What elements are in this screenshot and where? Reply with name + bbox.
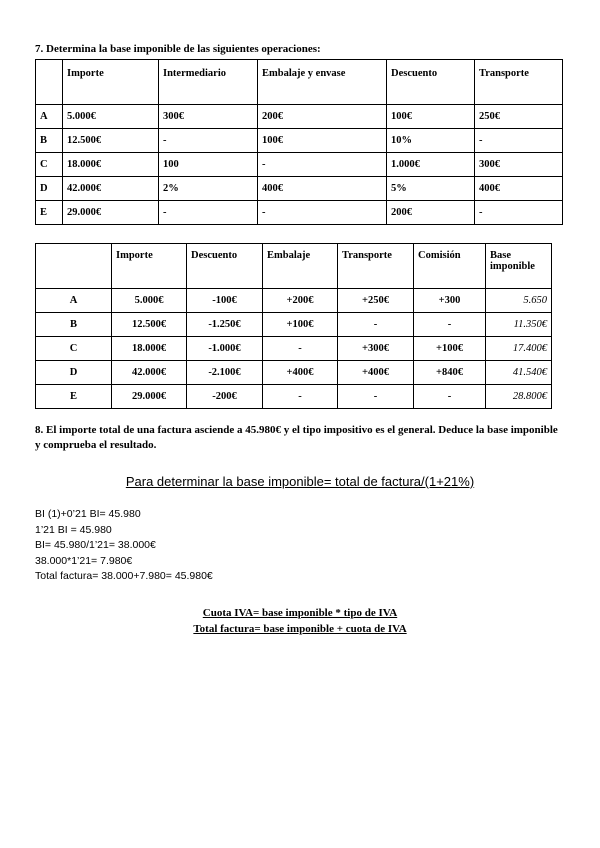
table-cell: - — [414, 313, 486, 337]
table-cell: C — [36, 153, 63, 177]
table-cell: 300€ — [475, 153, 563, 177]
table-cell: +250€ — [338, 289, 414, 313]
table-cell: D — [36, 361, 112, 385]
table-cell: 18.000€ — [63, 153, 159, 177]
table-cell: - — [263, 337, 338, 361]
table-cell: - — [338, 385, 414, 409]
header-cell: Base imponible — [486, 244, 552, 289]
table-cell: B — [36, 313, 112, 337]
table-cell: +840€ — [414, 361, 486, 385]
table-row — [36, 337, 552, 361]
table-row — [36, 385, 552, 409]
table-cell: 28.800€ — [486, 385, 552, 409]
table-cell: +300 — [414, 289, 486, 313]
calc-line: 38.000*1’21= 7.980€ — [35, 554, 133, 567]
header-cell: Importe — [112, 244, 187, 289]
table-cell: 5.000€ — [63, 105, 159, 129]
table-row — [36, 361, 552, 385]
table-cell: -2.100€ — [187, 361, 263, 385]
table-cell: C — [36, 337, 112, 361]
table-cell: 5.650 — [486, 289, 552, 313]
table-row — [36, 313, 552, 337]
table-cell: - — [258, 153, 387, 177]
table-cell: 300€ — [159, 105, 258, 129]
table-cell: +300€ — [338, 337, 414, 361]
table-cell: +100€ — [414, 337, 486, 361]
table-cell: - — [475, 129, 563, 153]
table-cell: 100€ — [387, 105, 475, 129]
calc-line: 1’21 BI = 45.980 — [35, 523, 112, 536]
exercise-8-statement: 8. El importe total de una factura asciende a 45.980€ y el tipo impositivo es el general. Deduce la base imponible y comprueba el resultado. — [35, 424, 558, 451]
table-cell: E — [36, 385, 112, 409]
table-cell: 5.000€ — [112, 289, 187, 313]
table-cell: +400€ — [338, 361, 414, 385]
table-cell: A — [36, 289, 112, 313]
table-cell: B — [36, 129, 63, 153]
header-cell: Embalaje — [263, 244, 338, 289]
base-imponible-table — [35, 243, 552, 409]
total-factura-formula: Total factura= base imponible + cuota de IVA — [193, 623, 407, 635]
table-cell: - — [475, 201, 563, 225]
calc-line: BI= 45.980/1’21= 38.000€ — [35, 539, 156, 551]
table-cell: 42.000€ — [112, 361, 187, 385]
header-cell: Descuento — [387, 60, 475, 105]
table-cell: A — [36, 105, 63, 129]
header-cell: Importe — [63, 60, 159, 105]
table-cell: 2% — [159, 177, 258, 201]
table-cell: +200€ — [263, 289, 338, 313]
table-row — [36, 129, 563, 153]
header-cell: Intermediario — [159, 60, 258, 105]
table-cell: E — [36, 201, 63, 225]
table-cell: 41.540€ — [486, 361, 552, 385]
calculation-block — [35, 507, 213, 585]
table-cell: 10% — [387, 129, 475, 153]
table-cell: 200€ — [258, 105, 387, 129]
table-cell: 400€ — [475, 177, 563, 201]
table-row — [36, 105, 563, 129]
table-cell: 29.000€ — [112, 385, 187, 409]
table-cell: 12.500€ — [112, 313, 187, 337]
table-row — [36, 153, 563, 177]
header-cell: Transporte — [338, 244, 414, 289]
table-cell: +100€ — [263, 313, 338, 337]
cuota-iva-formula: Cuota IVA= base imponible * tipo de IVA — [202, 607, 398, 619]
table-row — [36, 289, 552, 313]
exercise-7-heading: 7. Determina la base imponible de las siguientes operaciones: — [35, 43, 321, 55]
table-row — [36, 201, 563, 225]
header-cell — [36, 60, 63, 105]
table-cell: 18.000€ — [112, 337, 187, 361]
table-cell: 12.500€ — [63, 129, 159, 153]
table-cell: 42.000€ — [63, 177, 159, 201]
table-cell: 1.000€ — [387, 153, 475, 177]
table-cell: 29.000€ — [63, 201, 159, 225]
header-cell: Transporte — [475, 60, 563, 105]
formula-title: Para determinar la base imponible= total de factura/(1+21%) — [125, 474, 475, 489]
table-cell: -200€ — [187, 385, 263, 409]
table-cell: - — [159, 129, 258, 153]
table-cell: 17.400€ — [486, 337, 552, 361]
table-row — [36, 177, 563, 201]
table-cell: - — [263, 385, 338, 409]
table-cell: D — [36, 177, 63, 201]
calc-line: BI (1)+0’21 BI= 45.980 — [35, 508, 141, 520]
table-cell: +400€ — [263, 361, 338, 385]
table-cell: -1.000€ — [187, 337, 263, 361]
table-header-row — [36, 244, 552, 289]
table-cell: - — [159, 201, 258, 225]
table-cell: 250€ — [475, 105, 563, 129]
table-cell: 11.350€ — [486, 313, 552, 337]
table-cell: -1.250€ — [187, 313, 263, 337]
calc-line: Total factura= 38.000+7.980= 45.980€ — [35, 570, 213, 582]
table-cell: -100€ — [187, 289, 263, 313]
operations-table — [35, 59, 563, 225]
table-cell: 200€ — [387, 201, 475, 225]
table-cell: - — [338, 313, 414, 337]
table-header-row — [36, 60, 563, 105]
header-cell: Comisión — [414, 244, 486, 289]
header-cell: Descuento — [187, 244, 263, 289]
header-cell — [36, 244, 112, 289]
table-cell: 100 — [159, 153, 258, 177]
header-cell: Embalaje y envase — [258, 60, 387, 105]
table-cell: - — [414, 385, 486, 409]
table-cell: 100€ — [258, 129, 387, 153]
table-cell: - — [258, 201, 387, 225]
iva-formulas — [0, 605, 600, 637]
table-cell: 5% — [387, 177, 475, 201]
table-cell: 400€ — [258, 177, 387, 201]
